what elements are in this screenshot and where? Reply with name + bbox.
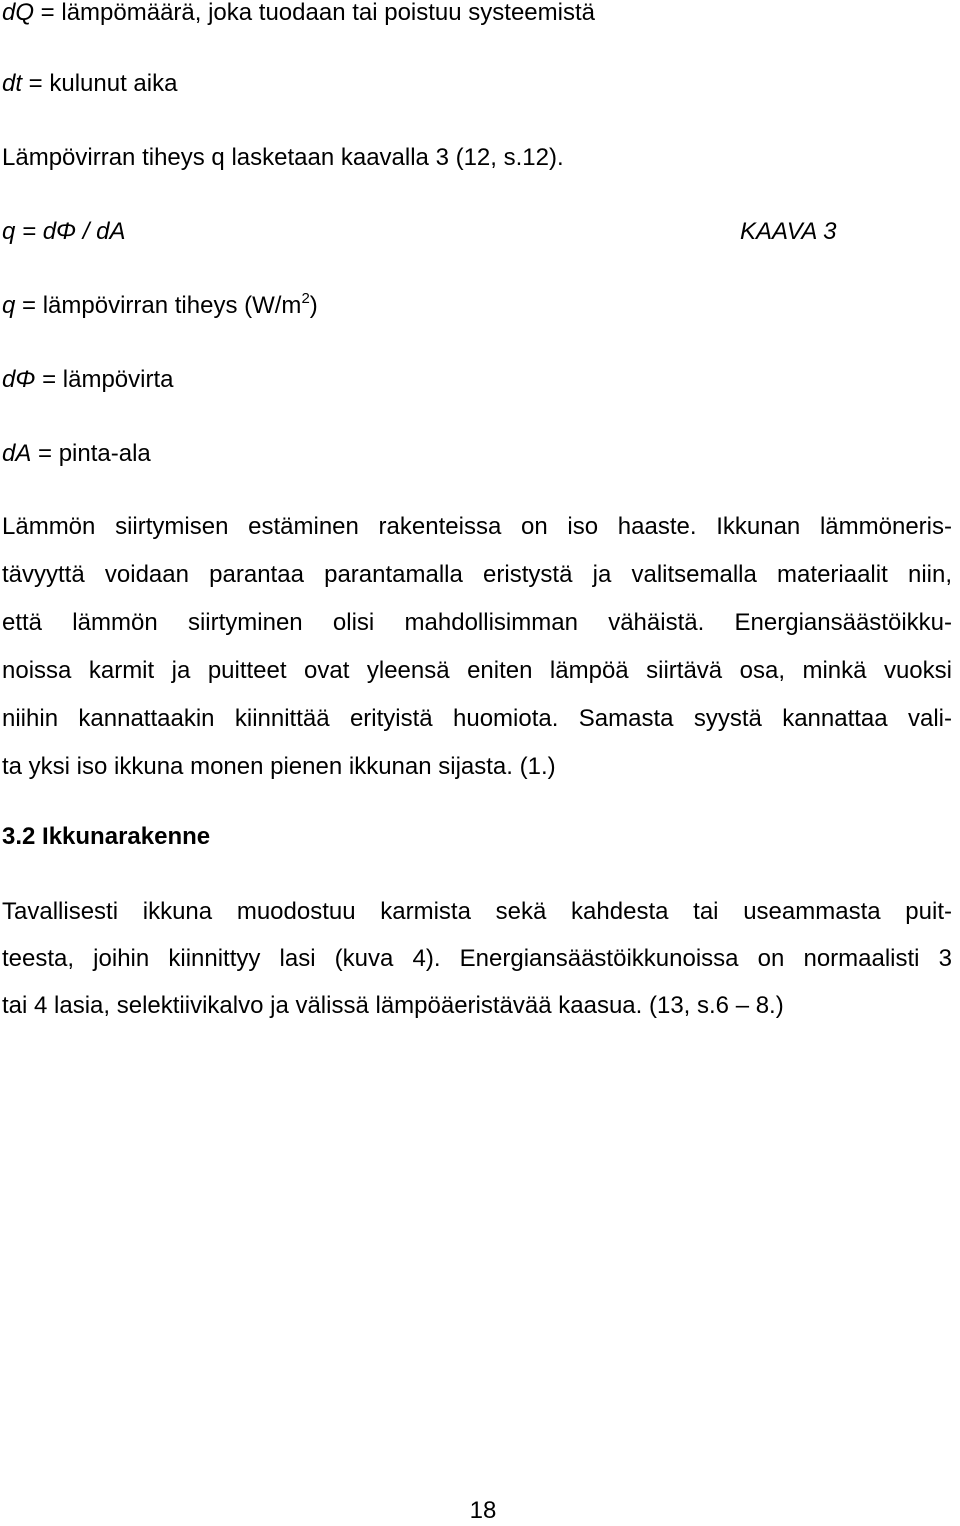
definition-text: = lämpömäärä, joka tuodaan tai poistuu systeemistä <box>34 0 595 26</box>
definition-text: = pinta-ala <box>31 440 151 467</box>
definition-symbol: dA <box>2 440 32 467</box>
formula-text: q = dΦ / dA <box>2 218 126 245</box>
superscript: 2 <box>301 290 310 307</box>
definition-text: = kulunut aika <box>22 70 178 97</box>
definition-q <box>2 291 318 321</box>
definition-symbol: dΦ <box>2 366 36 393</box>
definition-dphi <box>2 365 174 395</box>
intro-sentence: Lämpövirran tiheys q lasketaan kaavalla 3 (12, s.12). <box>2 144 564 171</box>
page-number: 18 <box>469 1497 497 1524</box>
definition-symbol: q <box>2 292 16 319</box>
paragraph1-line: niihin kannattaakin kiinnittää erityistä huomiota. Samasta syystä kannattaa vali- <box>2 705 952 732</box>
definition-text: = lämpövirta <box>35 366 174 393</box>
paragraph1-line: ta yksi iso ikkuna monen pienen ikkunan sijasta. (1.) <box>2 753 556 780</box>
definition-text: = lämpövirran tiheys (W/m <box>15 292 302 319</box>
paragraph2-line: tai 4 lasia, selektiivikalvo ja välissä lämpöäeristävää kaasua. (13, s.6 – 8.) <box>2 992 784 1019</box>
paragraph1-line: tävyyttä voidaan parantaa parantamalla eristystä ja valitsemalla materiaalit niin, <box>2 561 952 588</box>
definition-tail: ) <box>309 292 318 319</box>
formula-label: KAAVA 3 <box>740 218 837 245</box>
formula-expression <box>2 217 126 247</box>
definition-dt <box>2 69 177 99</box>
paragraph1-line: että lämmön siirtyminen olisi mahdollisimman vähäistä. Energiansäästöikku- <box>2 609 952 636</box>
paragraph1-line: noissa karmit ja puitteet ovat yleensä eniten lämpöä siirtävä osa, minkä vuoksi <box>2 657 952 684</box>
paragraph2-line: Tavallisesti ikkuna muodostuu karmista sekä kahdesta tai useammasta puit- <box>2 898 952 925</box>
paragraph1-line: Lämmön siirtymisen estäminen rakenteissa on iso haaste. Ikkunan lämmöneris- <box>2 513 952 540</box>
definition-da <box>2 439 151 469</box>
definition-dq <box>2 0 595 28</box>
paragraph2-line: teesta, joihin kiinnittyy lasi (kuva 4). Energiansäästöikkunoissa on normaalisti 3 <box>2 945 952 972</box>
definition-symbol: dQ <box>2 0 35 26</box>
section-heading: 3.2 Ikkunarakenne <box>2 823 211 850</box>
definition-symbol: dt <box>2 70 23 97</box>
